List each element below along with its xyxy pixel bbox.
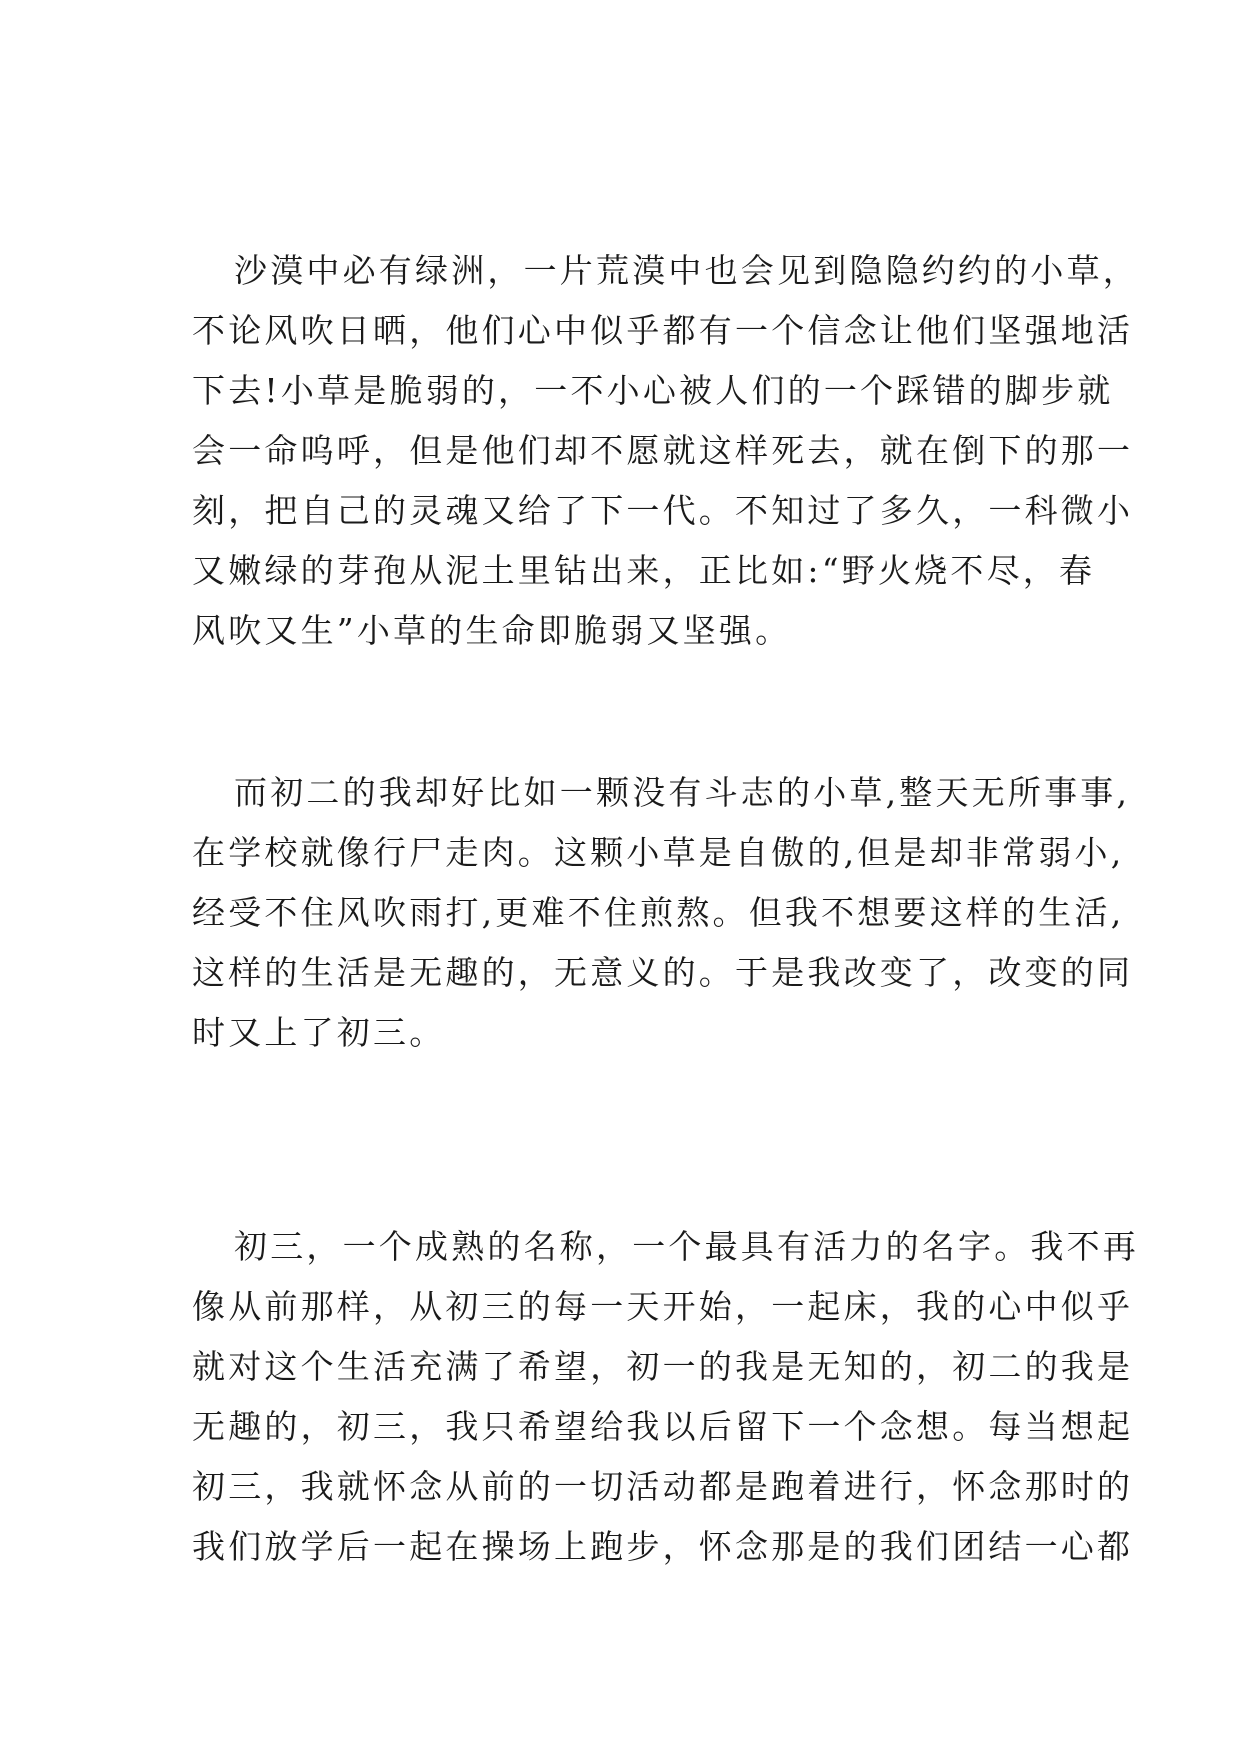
text-line: 无趣的，初三，我只希望给我以后留下一个念想。每当想起	[192, 1407, 1134, 1446]
text-line: 时又上了初三。	[192, 1013, 446, 1052]
paragraph-1	[192, 241, 1139, 661]
text-line: 在学校就像行尸走肉。这颗小草是自傲的,但是却非常弱小,	[192, 833, 1125, 872]
text-line: 刻，把自己的灵魂又给了下一代。不知过了多久，一科微小	[192, 491, 1134, 530]
text-line: 这样的生活是无趣的，无意义的。于是我改变了，改变的同	[192, 953, 1134, 992]
text-line: 初三，一个成熟的名称，一个最具有活力的名字。我不再	[234, 1227, 1139, 1266]
text-line: 又嫩绿的芽孢从泥土里钻出来，正比如:“野火烧不尽，春	[192, 551, 1096, 590]
text-line: 就对这个生活充满了希望，初一的我是无知的，初二的我是	[192, 1347, 1134, 1386]
text-line: 经受不住风吹雨打,更难不住煎熬。但我不想要这样的生活,	[192, 893, 1125, 932]
text-line: 沙漠中必有绿洲，一片荒漠中也会见到隐隐约约的小草，	[234, 251, 1139, 290]
text-line: 风吹又生”小草的生命即脆弱又坚强。	[192, 611, 792, 650]
text-line: 会一命呜呼，但是他们却不愿就这样死去，就在倒下的那一	[192, 431, 1134, 470]
text-line: 不论风吹日晒，他们心中似乎都有一个信念让他们坚强地活	[192, 311, 1134, 350]
text-line: 初三，我就怀念从前的一切活动都是跑着进行，怀念那时的	[192, 1467, 1134, 1506]
paragraph-2	[192, 763, 1134, 1063]
text-line: 我们放学后一起在操场上跑步，怀念那是的我们团结一心都	[192, 1527, 1134, 1566]
paragraph-3	[192, 1217, 1139, 1577]
text-line: 下去!小草是脆弱的，一不小心被人们的一个踩错的脚步就	[192, 371, 1114, 410]
text-line: 而初二的我却好比如一颗没有斗志的小草,整天无所事事,	[234, 773, 1131, 812]
text-line: 像从前那样，从初三的每一天开始，一起床，我的心中似乎	[192, 1287, 1134, 1326]
